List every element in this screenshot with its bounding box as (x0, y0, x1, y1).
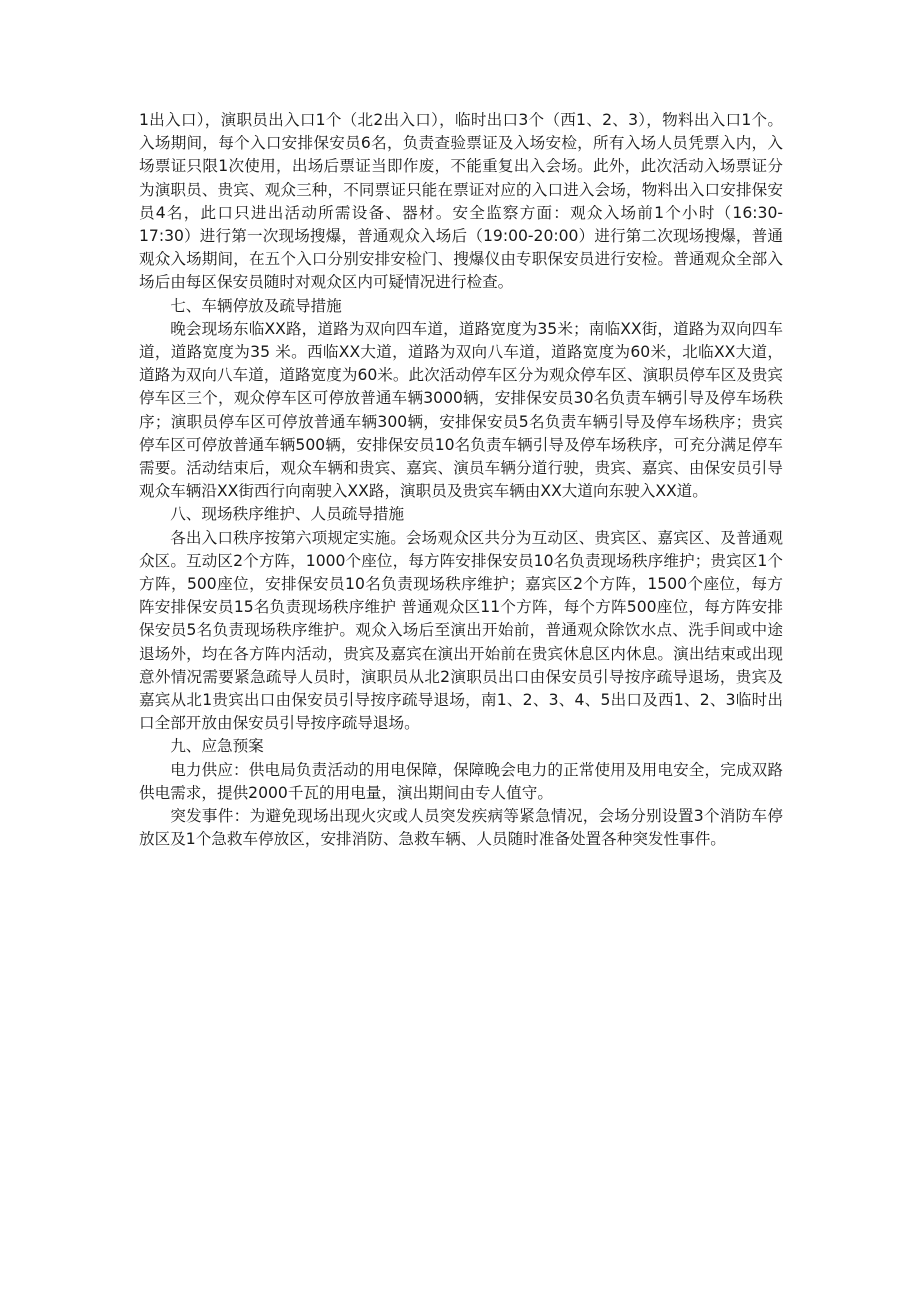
paragraph-power-supply: 电力供应：供电局负责活动的用电保障，保障晚会电力的正常使用及用电安全，完成双路供电需求，提供2000千瓦的用电量，演出期间由专人值守。 (139, 760, 783, 802)
paragraph-emergencies: 突发事件：为避免现场出现火灾或人员突发疾病等紧急情况，会场分别设置3个消防车停放区及1个急救车停放区，安排消防、急救车辆、人员随时准备处置各种突发性事件。 (139, 807, 783, 849)
paragraph-vehicle-parking: 晚会现场东临XX路，道路为双向四车道，道路宽度为35米；南临XX街，道路为双向四车道，道路宽度为35 米。西临XX大道，道路为双向八车道，道路宽度为60米，北临XX大道，道路为双向八车道，道路宽度为60米。此次活动停车区分为观众停车区、演职员停车区及贵宾停车区三个，观众停车区可停放普通车辆3000辆，安排保安员30名负责车辆引导及停车场秩序；演职员停车区可停放普通车辆300辆，安排保安员5名负责车辆引导及停车场秩序；贵宾停车区可停放普通车辆500辆，安排保安员10名负责车辆引导及停车场秩序，可充分满足停车需要。活动结束后，观众车辆和贵宾、嘉宾、演员车辆分道行驶，贵宾、嘉宾、由保安员引导观众车辆沿XX街西行向南驶入XX路，演职员及贵宾车辆由XX大道向东驶入XX道。 (139, 319, 783, 501)
paragraph-order-maintenance: 各出入口秩序按第六项规定实施。会场观众区共分为互动区、贵宾区、嘉宾区、及普通观众区。互动区2个方阵，1000个座位，每方阵安排保安员10名负责现场秩序维护；贵宾区1个方阵，500座位，安排保安员10名负责现场秩序维护；嘉宾区2个方阵，1500个座位，每方阵安排保安员15名负责现场秩序维护 普通观众区11个方阵，每个方阵500座位，每方阵安排保安员5名负责现场秩序维护。观众入场后至演出开始前，普通观众除饮水点、洗手间或中途退场外，均在各方阵内活动，贵宾及嘉宾在演出开始前在贵宾休息区内休息。演出结束或出现意外情况需要紧急疏导人员时，演职员从北2演职员出口由保安员引导按序疏导退场，贵宾及嘉宾从北1贵宾出口由保安员引导按序疏导退场，南1、2、3、4、5出口及西1、2、3临时出口全部开放由保安员引导按序疏导退场。 (139, 528, 783, 733)
heading-emergency-plan: 九、应急预案 (170, 737, 264, 756)
paragraph-entrances-continued: 1出入口），演职员出入口1个（北2出入口），临时出口3个（西1、2、3），物料出入口1个。入场期间，每个入口安排保安员6名，负责查验票证及入场安检，所有入场人员凭票入内，入场票证只限1次使用，出场后票证当即作废，不能重复出入会场。此外，此次活动入场票证分为演职员、贵宾、观众三种，不同票证只能在票证对应的入口进入会场，物料出入口安排保安员4名，此口只进出活动所需设备、器材。安全监察方面：观众入场前1个小时（16:30-17:30）进行第一次现场搜爆，普通观众入场后（19:00-20:00）进行第二次现场搜爆，普通观众入场期间，在五个入口分别安排安检门、搜爆仪由专职保安员进行安检。普通观众全部入场后由每区保安员随时对观众区内可疑情况进行检查。 (139, 111, 783, 292)
heading-vehicle-parking: 七、车辆停放及疏导措施 (170, 296, 342, 315)
heading-order-maintenance: 八、现场秩序维护、人员疏导措施 (170, 505, 405, 524)
document-body (139, 109, 783, 852)
